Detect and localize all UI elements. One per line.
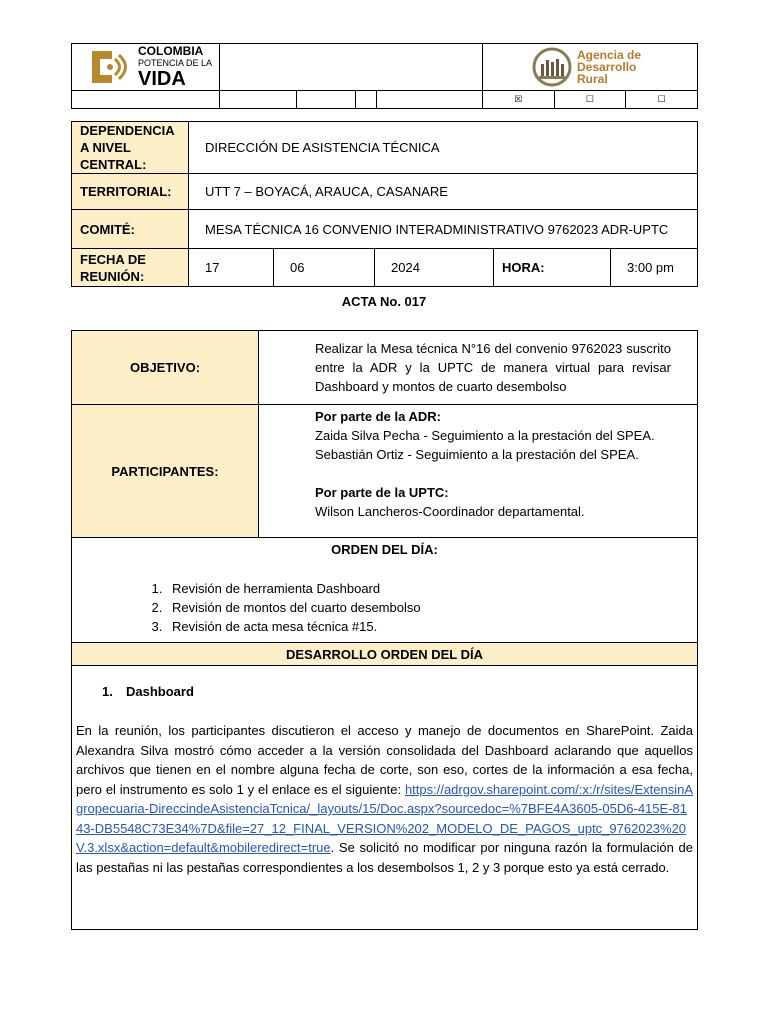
logo-adr-cell [483,44,698,91]
header-table [71,43,698,109]
objetivo-label: OBJETIVO: [72,331,259,405]
check-row-cell-1 [72,91,220,109]
fecha-day: 17 [189,249,274,287]
hora-value: 3:00 pm [611,249,698,287]
logo-adr-line2: Desarrollo [577,60,637,74]
check-row-cell-2 [220,91,297,109]
checkbox-2[interactable]: ☐ [554,91,626,109]
check-row-cell-4 [356,91,377,109]
territorial-value: UTT 7 – BOYACÁ, ARAUCA, CASANARE [189,174,698,210]
adr-heading: Por parte de la ADR: [315,409,441,424]
orden-cell [72,538,698,643]
desarrollo-body [72,666,698,930]
check-row-cell-3 [297,91,356,109]
check-row-cell-5 [377,91,483,109]
desarrollo-paragraph [76,721,693,877]
logo-colombia-line1: COLOMBIA [138,44,204,58]
acta-title: ACTA No. 017 [341,294,427,309]
comite-label: COMITÉ: [72,210,189,249]
fecha-year: 2024 [375,249,494,287]
desarrollo-title: DESARROLLO ORDEN DEL DÍA [72,643,698,666]
territorial-label: TERRITORIAL: [72,174,189,210]
adr-logo [483,46,697,88]
logo-colombia-line3: VIDA [138,68,186,90]
comite-value: MESA TÉCNICA 16 CONVENIO INTERADMINISTRATIVO 9762023 ADR-UPTC [189,210,698,249]
section-heading [102,684,693,699]
para-after: . Se solicitó no modificar por ninguna razón la formulación de las pestañas ni las pestañas correspondientes a los desembolsos 1, 2 y 3 porque esto ya está cerrado. [76,840,693,875]
list-item: 1. Revisión de herramienta Dashboard [166,579,697,598]
para-before: En la reunión, los participantes discutieron el acceso y manejo de documentos en SharePoint. Zaida Alexandra Silva mostró cómo acceder a la versión consolidada del Dashboard aclarando que aquellos archivos que tienen en el nombre alguna fecha de corte, son eso, cortes de la información a esa fecha, pero el instrumento es solo 1 y el enlace es el siguiente: [76,723,693,797]
logo-adr-line1: Agencia de [577,48,642,62]
dashboard-link[interactable]: https://adrgov.sharepoint.com/:x:/r/sites/ExtensinAgropecuaria-DireccindeAsistenciaTcnica/_layouts/15/Doc.aspx?sourcedoc=%7BFE4A3605-05D6-415E-8143-DB5548C73E34%7D&file=27_12_FINAL_VERSION%202_MODELO_DE_PAGOS_uptc_9762023%20V.3.xlsx&action=default&mobileredirect=true [76,781,693,855]
dependencia-value: DIRECCIÓN DE ASISTENCIA TÉCNICA [189,122,698,174]
orden-title: ORDEN DEL DÍA: [331,542,438,557]
hora-label: HORA: [494,249,611,287]
checkbox-1[interactable]: ☒ [483,91,555,109]
uptc-heading: Por parte de la UPTC: [315,485,449,500]
adr-emblem-icon [531,46,573,88]
colombia-logo [72,45,219,89]
fecha-label: FECHA DE REUNIÓN: [72,249,189,287]
logo-colombia-cell [72,44,220,91]
main-table [71,330,698,930]
info-table [71,121,698,287]
participantes-label: PARTICIPANTES: [72,405,259,538]
adr-participant-2: Sebastián Ortiz - Seguimiento a la prestación del SPEA. [315,447,639,462]
dependencia-label: DEPENDENCIA A NIVEL CENTRAL: [72,122,189,174]
list-item: 3. Revisión de acta mesa técnica #15. [166,617,697,636]
section-number: 1. [102,684,113,699]
orden-list [72,579,697,636]
section-title: Dashboard [126,684,194,699]
colombia-emblem-icon [88,47,134,87]
participantes-text [259,405,698,538]
adr-participant-1: Zaida Silva Pecha - Seguimiento a la prestación del SPEA. [315,428,655,443]
logo-colombia-line2: POTENCIA DE LA [138,58,213,68]
logo-adr-line3: Rural [577,72,608,86]
list-item: 2. Revisión de montos del cuarto desembolso [166,598,697,617]
uptc-participant-1: Wilson Lancheros-Coordinador departamental. [315,504,585,519]
header-empty-cell [220,44,483,91]
fecha-month: 06 [274,249,375,287]
objetivo-text: Realizar la Mesa técnica N°16 del convenio 9762023 suscrito entre la ADR y la UPTC de manera virtual para revisar Dashboard y montos de cuarto desembolso [259,331,698,405]
checkbox-3[interactable]: ☐ [626,91,698,109]
